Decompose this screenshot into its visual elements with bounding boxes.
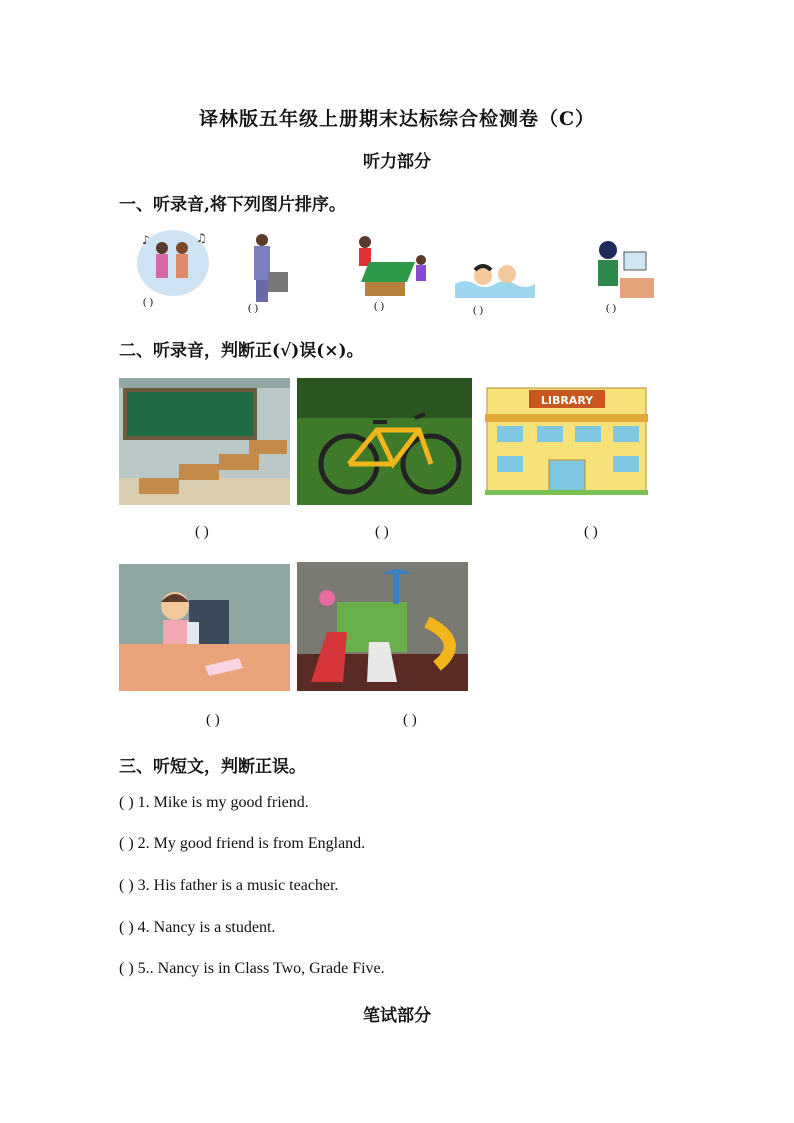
- page-title: 译林版五年级上册期末达标综合检测卷（C）: [198, 108, 596, 130]
- section2-blank-3[interactable]: ( ): [584, 524, 598, 540]
- section2-blank-2[interactable]: ( ): [375, 524, 389, 540]
- library-image: [485, 380, 648, 495]
- statement-text: 5.. Nancy is in Class Two, Grade Five.: [137, 960, 385, 977]
- section1-blank-3[interactable]: ( ): [374, 300, 385, 312]
- statement-text: 4. Nancy is a student.: [137, 919, 276, 936]
- section3-item-1: [119, 794, 309, 812]
- section3-item-5: [119, 960, 385, 978]
- section1-blank-5[interactable]: ( ): [606, 302, 617, 314]
- svg-text:♪: ♪: [142, 233, 150, 247]
- statement-text: 3. His father is a music teacher.: [137, 877, 339, 894]
- section2-blank-1[interactable]: ( ): [195, 524, 209, 540]
- swimming-image: [453, 258, 537, 298]
- section2-blank-5[interactable]: ( ): [403, 712, 417, 728]
- girl-at-desk-image: [119, 564, 290, 691]
- section2-heading: 二、听录音，判断正(√)误(×)。: [119, 341, 364, 361]
- playground-image: [297, 562, 468, 691]
- answer-blank[interactable]: ( ): [119, 960, 134, 977]
- section3-heading: 三、听短文，判断正误。: [119, 757, 306, 777]
- statement-text: 2. My good friend is from England.: [137, 835, 366, 852]
- music-dance-image: [136, 228, 210, 298]
- library-sign: LIBRARY: [540, 394, 594, 407]
- bicycle-image: [297, 378, 472, 505]
- section1-blank-1[interactable]: ( ): [143, 296, 154, 308]
- answer-blank[interactable]: ( ): [119, 919, 134, 936]
- section3-item-2: [119, 835, 365, 853]
- answer-blank[interactable]: ( ): [119, 835, 134, 852]
- section3-item-4: [119, 919, 275, 937]
- answer-blank[interactable]: ( ): [119, 794, 134, 811]
- section3-item-3: [119, 877, 338, 895]
- section1-blank-2[interactable]: ( ): [248, 302, 259, 314]
- writing-heading: 笔试部分: [363, 1006, 431, 1026]
- table-tennis-image: [355, 232, 431, 302]
- listening-heading: 听力部分: [363, 152, 431, 172]
- section1-blank-4[interactable]: ( ): [473, 304, 484, 316]
- statement-text: 1. Mike is my good friend.: [137, 794, 309, 811]
- section2-blank-4[interactable]: ( ): [206, 712, 220, 728]
- cooking-image: [240, 232, 290, 304]
- svg-text:♫: ♫: [196, 231, 207, 245]
- classroom-image: [119, 378, 290, 505]
- answer-blank[interactable]: ( ): [119, 877, 134, 894]
- reading-image: [594, 238, 660, 302]
- section1-heading: 一、听录音,将下列图片排序。: [119, 195, 346, 215]
